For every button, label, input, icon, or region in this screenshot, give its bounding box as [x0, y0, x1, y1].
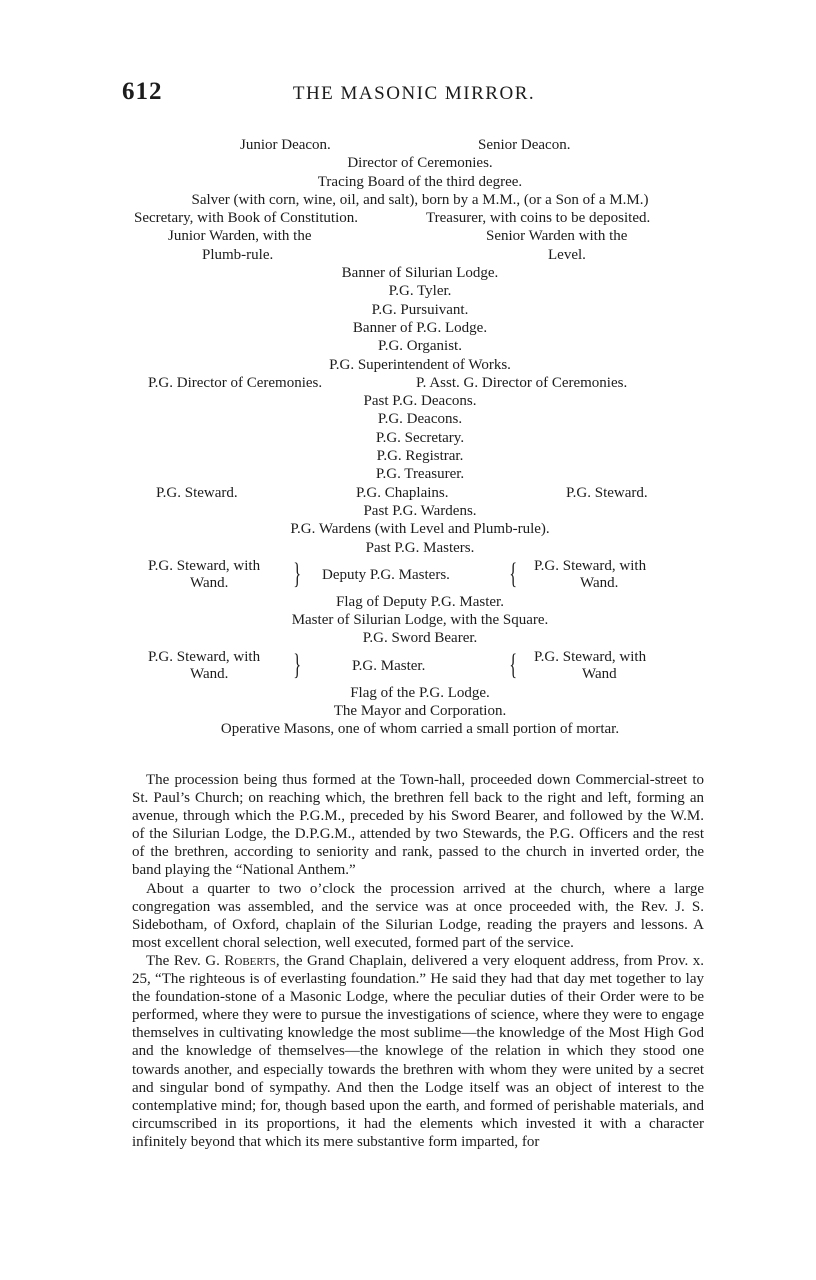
speaker-name: Roberts: [224, 952, 276, 969]
procession-entry: P.G. Tyler.: [388, 283, 452, 300]
paragraph: [132, 952, 704, 1151]
procession-row: [130, 246, 710, 264]
procession-entry: P.G. Steward, with: [534, 557, 647, 574]
page-header: [122, 78, 706, 110]
procession-entry: Past P.G. Masters.: [365, 539, 475, 556]
procession-entry: Tracing Board of the third degree.: [317, 173, 523, 190]
procession-entry: Operative Masons, one of whom carried a small portion of mortar.: [220, 721, 620, 738]
procession-entry: P.G. Secretary.: [375, 429, 465, 446]
procession-order: [130, 136, 710, 739]
procession-entry: Junior Deacon.: [240, 137, 331, 153]
procession-entry: P.G. Wardens (with Level and Plumb-rule).: [290, 521, 550, 538]
procession-entry: Level.: [548, 246, 586, 263]
procession-entry: P.G. Steward, with: [148, 557, 261, 574]
procession-entry: P. Asst. G. Director of Ceremonies.: [416, 374, 628, 391]
procession-row: [130, 374, 710, 392]
procession-entry: Deputy P.G. Masters.: [322, 566, 450, 583]
paragraph: About a quarter to two o’clock the procession arrived at the church, where a large congregation was assembled, and the service was at once proceeded with, the Rev. J. S. Sidebotham, of Oxford, chaplain of the Silurian Lodge, reading the prayers and lessons. A most excellent choral selection, well executed, formed part of the service.: [132, 880, 704, 951]
procession-entry: Banner of Silurian Lodge.: [341, 265, 499, 282]
left-brace-icon: {: [509, 556, 518, 590]
procession-entry: Salver (with corn, wine, oil, and salt), born by a M.M., (or a Son of a M.M.): [191, 191, 649, 208]
procession-entry: P.G. Steward.: [566, 484, 648, 501]
procession-entry: Wand.: [190, 665, 229, 682]
procession-entry: Secretary, with Book of Constitution.: [134, 210, 359, 227]
procession-entry: Banner of P.G. Lodge.: [352, 319, 488, 336]
procession-entry: Past P.G. Wardens.: [363, 502, 477, 519]
procession-row: [130, 227, 710, 245]
procession-entry: P.G. Pursuivant.: [371, 301, 469, 318]
procession-entry: P.G. Treasurer.: [375, 466, 465, 483]
procession-entry: P.G. Chaplains.: [356, 484, 449, 501]
procession-entry: Plumb-rule.: [202, 246, 274, 263]
procession-entry: P.G. Organist.: [378, 338, 462, 355]
procession-entry: P.G. Director of Ceremonies.: [148, 374, 323, 391]
procession-entry: P.G. Master.: [352, 657, 426, 674]
page-number: 612: [122, 78, 163, 105]
procession-entry: Senior Deacon.: [478, 137, 571, 153]
procession-entry: P.G. Sword Bearer.: [362, 630, 478, 647]
right-brace-icon: }: [293, 556, 302, 590]
procession-entry: Director of Ceremonies.: [347, 155, 493, 172]
paragraph: The procession being thus formed at the Town-hall, proceeded down Commercial-street to St. Paul’s Church; on reaching which, the brethren fell back to the right and left, forming an avenue, through which the P.G.M., preceded by his Sword Bearer, and followed by the W.M. of the Silurian Lodge, the D.P.G.M., attended by two Stewards, the P.G. Officers and the rest of the brethren, according to seniority and rank, passed to the church in inverted order, the band playing the “National Anthem.”: [132, 772, 704, 879]
procession-row: [130, 648, 710, 684]
body-text: [132, 771, 704, 1151]
procession-row: [130, 484, 710, 502]
procession-entry: Wand.: [580, 574, 619, 591]
procession-entry: Past P.G. Deacons.: [363, 393, 477, 410]
procession-row: [130, 209, 710, 227]
procession-entry: The Mayor and Corporation.: [333, 703, 507, 720]
procession-entry: Master of Silurian Lodge, with the Square.: [291, 612, 549, 629]
procession-entry: Flag of the P.G. Lodge.: [350, 684, 490, 701]
procession-entry: P.G. Steward, with: [148, 648, 261, 665]
paragraph-lead: The Rev. G.: [146, 952, 225, 969]
procession-entry: P.G. Steward, with: [534, 648, 647, 665]
procession-entry: Treasurer, with coins to be deposited.: [426, 210, 651, 227]
procession-entry: Flag of Deputy P.G. Master.: [336, 593, 504, 610]
procession-entry: P.G. Steward.: [156, 484, 238, 501]
left-brace-icon: {: [509, 647, 518, 681]
procession-row: [130, 136, 710, 154]
right-brace-icon: }: [293, 647, 302, 681]
paragraph-text: , the Grand Chaplain, delivered a very eloquent address, from Prov. x. 25, “The righteous is of everlasting foundation.” He said they had that day met together to lay the foundation-stone of a Masonic Lodge, where the peculiar duties of their Order were to be performed, where they were to pursue the investigations of science, where they were to engage themselves in cultivating knowledge the most sublime—the knowledge of the Most High God and the knowledge of themselves—the knowlege of the relation in which they stood one towards another, and especially towards the brethren with whom they were united by a secret and singular bond of sympathy. And then the Lodge itself was an object of interest to the contemplative mind; for, though based upon the earth, and formed of perishable materials, and circumscribed in its proportions, it had the elements which invested it with a character infinitely beyond that which its mere substantive form imparted, for: [132, 952, 704, 1150]
procession-entry: Wand.: [190, 574, 229, 591]
procession-entry: Senior Warden with the: [486, 228, 628, 245]
procession-entry: P.G. Registrar.: [376, 448, 464, 465]
procession-entry: P.G. Superintendent of Works.: [329, 356, 511, 373]
procession-row: [130, 557, 710, 593]
procession-entry: Wand: [582, 665, 617, 682]
running-title: THE MASONIC MIRROR.: [292, 83, 536, 104]
procession-entry: P.G. Deacons.: [377, 411, 463, 428]
procession-entry: Junior Warden, with the: [168, 228, 312, 245]
